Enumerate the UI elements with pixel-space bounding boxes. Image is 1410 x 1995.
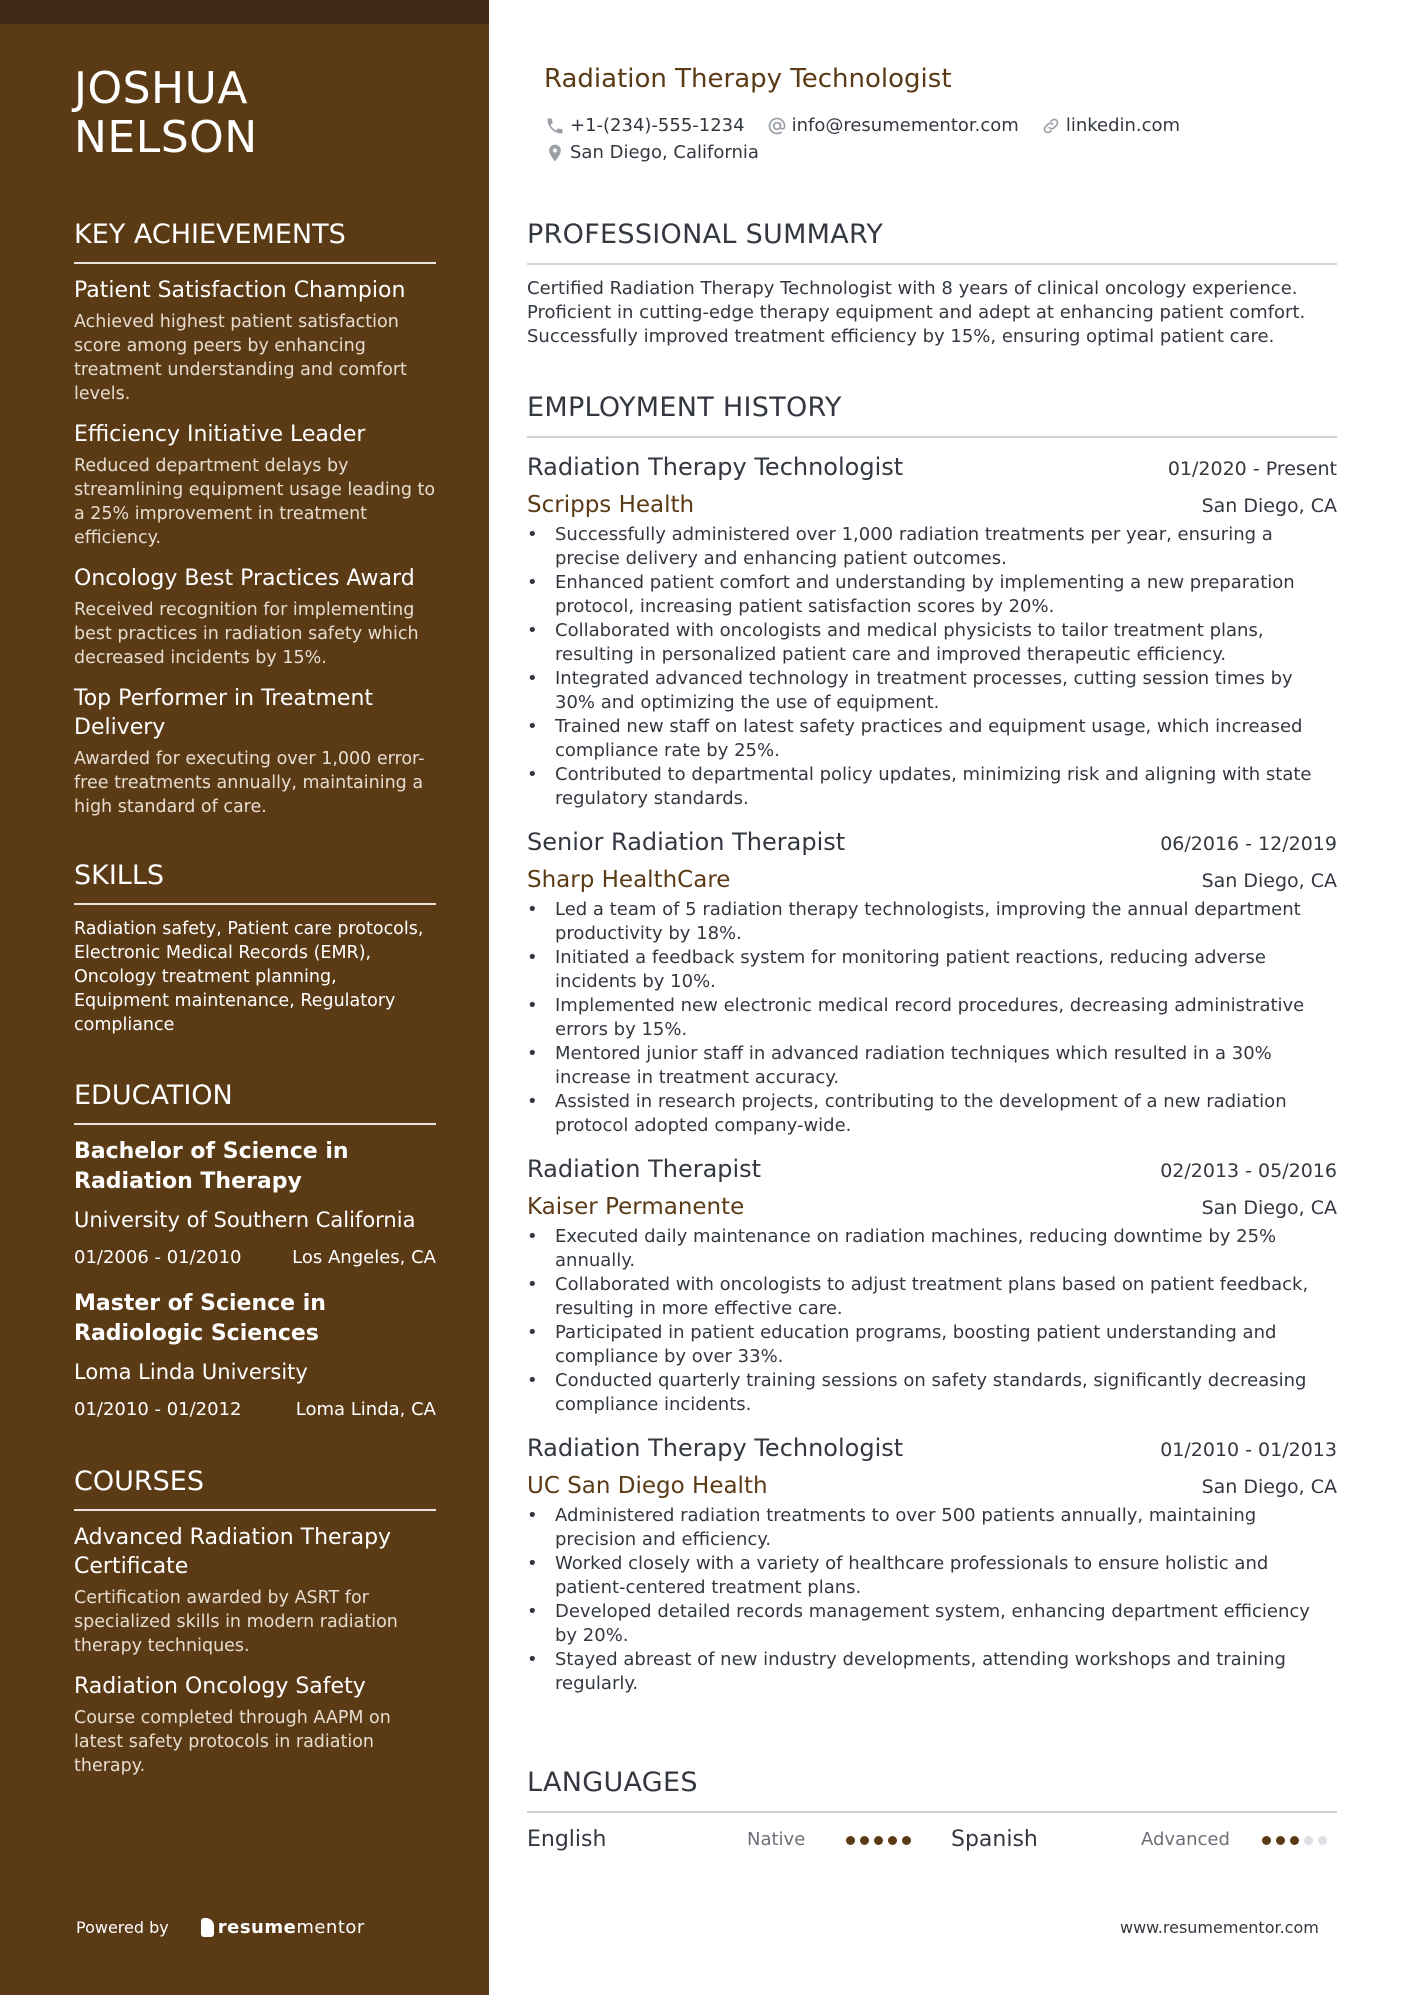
job-bullet: • Developed detailed records management system, enhancing department efficiency by 20%. [527,1600,1337,1648]
job-bullet: • Integrated advanced technology in treatment processes, cutting session times by 30% and optimizing the use of equipment. [527,667,1337,715]
achievement-title: Efficiency Initiative Leader [74,422,366,447]
job-subheader [527,490,1337,521]
phone-text: +1-(234)-555-1234 [570,115,745,136]
job-dates: 01/2020 - Present [1167,458,1337,480]
summary-text: Certified Radiation Therapy Technologist with 8 years of clinical oncology experience. Proficient in cutting-edge therapy equipment and adept at enhancing patient comfort. Successfully improved treatment efficiency by 15%, ensuring optimal patient care. [527,278,1306,347]
job-subheader [527,1192,1337,1223]
brand-mark-icon [201,1918,214,1937]
education-location: Los Angeles, CA [292,1247,436,1268]
education-meta [74,1245,436,1271]
job-header [527,1152,1337,1188]
job-bullet: • Participated in patient education programs, boosting patient understanding and compliance by over 33%. [527,1321,1337,1369]
contact-block [545,112,1305,166]
language-name: English [527,1827,607,1852]
job-role: Radiation Therapy Technologist [527,1434,904,1462]
education-heading: EDUCATION [74,1079,436,1125]
language-level: Native [747,1829,806,1850]
job-role: Senior Radiation Therapist [527,828,846,856]
job-company: UC San Diego Health [527,1473,768,1499]
course-title: Radiation Oncology Safety [74,1674,366,1699]
job-bullet: • Worked closely with a variety of healthcare professionals to ensure holistic and patient-centered treatment plans. [527,1552,1337,1600]
rating-dot-filled [1262,1836,1271,1845]
job-location: San Diego, CA [1201,870,1337,892]
achievements-heading: KEY ACHIEVEMENTS [74,218,436,264]
name-line-1: JOSHUA [74,63,248,114]
course-title: Advanced Radiation Therapy Certificate [74,1525,392,1579]
name-line-2: NELSON [74,112,258,163]
education-dates: 01/2006 - 01/2010 [74,1247,242,1268]
courses-heading: COURSES [74,1465,436,1511]
achievement-desc: Achieved highest patient satisfaction score among peers by enhancing treatment understanding and comfort levels. [74,312,407,404]
job-bullet: • Assisted in research projects, contributing to the development of a new radiation protocol adopted company-wide. [527,1090,1337,1138]
languages-section [527,1766,1337,1855]
contact-phone[interactable] [545,112,745,139]
education-degree: Bachelor of Science in Radiation Therapy [74,1139,349,1194]
rating-dot-filled [1290,1836,1299,1845]
languages-heading: LANGUAGES [527,1766,1337,1813]
employment-section [527,391,1337,1696]
rating-dot-filled [874,1836,883,1845]
job-bullets [527,898,1337,1138]
course-desc: Course completed through AAPM on latest safety protocols in radiation therapy. [74,1708,391,1776]
location-text: San Diego, California [570,142,759,163]
languages-row [527,1825,1337,1855]
footer-url[interactable]: www.resumementor.com [1120,1918,1319,1937]
education-school: Loma Linda University [74,1360,308,1384]
education-section [74,1079,436,1423]
achievement-desc: Awarded for executing over 1,000 error-free treatments annually, maintaining a high standard of care. [74,749,425,817]
linkedin-text: linkedin.com [1065,115,1181,136]
job-location: San Diego, CA [1201,1197,1337,1219]
job-bullet: • Stayed abreast of new industry developments, attending workshops and training regularly. [527,1648,1337,1696]
achievement-desc: Reduced department delays by streamlining equipment usage leading to a 25% improvement in treatment efficiency. [74,456,436,548]
language-level: Advanced [1141,1829,1230,1850]
contact-row [545,112,1305,139]
education-degree: Master of Science in Radiologic Sciences [74,1291,326,1346]
employment-heading: EMPLOYMENT HISTORY [527,391,1337,438]
candidate-name [74,64,436,162]
brand-logo[interactable] [201,1917,365,1938]
job-company: Sharp HealthCare [527,867,731,893]
job-bullet: • Initiated a feedback system for monitoring patient reactions, reducing adverse incidents by 10%. [527,946,1337,994]
rating-dot-empty [1318,1836,1327,1845]
job-bullet: • Mentored junior staff in advanced radiation techniques which resulted in a 30% increase in treatment accuracy. [527,1042,1337,1090]
candidate-title: Radiation Therapy Technologist [544,64,952,94]
contact-location [545,139,759,166]
language-rating [841,1836,951,1845]
rating-dot-filled [902,1836,911,1845]
sidebar-content [74,64,436,1778]
education-meta [74,1397,436,1423]
skills-section [74,859,436,1037]
job-bullet: • Led a team of 5 radiation therapy technologists, improving the annual department productivity by 18%. [527,898,1337,946]
job-bullet: • Executed daily maintenance on radiation machines, reducing downtime by 25% annually. [527,1225,1337,1273]
language-name: Spanish [951,1827,1038,1852]
achievement-title: Patient Satisfaction Champion [74,278,406,303]
job-bullet: • Administered radiation treatments to over 500 patients annually, maintaining precision and efficiency. [527,1504,1337,1552]
education-school: University of Southern California [74,1208,416,1232]
at-icon [767,116,787,136]
location-pin-icon [545,143,565,163]
job-bullet: • Collaborated with oncologists to adjust treatment plans based on patient feedback, resulting in more effective care. [527,1273,1337,1321]
job-entry [527,825,1337,1138]
sidebar-top-bar [0,0,489,24]
link-icon [1041,116,1061,136]
job-entry [527,1152,1337,1417]
achievement-title: Top Performer in Treatment Delivery [74,686,374,740]
powered-by [76,1917,365,1938]
rating-dot-filled [846,1836,855,1845]
job-entry [527,450,1337,811]
course-desc: Certification awarded by ASRT for specialized skills in modern radiation therapy techniques. [74,1588,398,1656]
job-header [527,450,1337,486]
job-role: Radiation Therapy Technologist [527,453,904,481]
contact-email[interactable] [767,112,1019,139]
job-bullet: • Enhanced patient comfort and understanding by implementing a new preparation protocol, increasing patient satisfaction scores by 20%. [527,571,1337,619]
achievement-title: Oncology Best Practices Award [74,566,415,591]
summary-section [527,218,1337,349]
brand-part-1: resume [217,1917,297,1938]
job-header [527,1431,1337,1467]
job-dates: 02/2013 - 05/2016 [1160,1160,1337,1182]
powered-by-label: Powered by [76,1918,169,1937]
email-text: info@resumementor.com [791,115,1019,136]
summary-heading: PROFESSIONAL SUMMARY [527,218,1337,265]
job-bullet: • Trained new staff on latest safety practices and equipment usage, which increased compliance rate by 25%. [527,715,1337,763]
job-role: Radiation Therapist [527,1155,762,1183]
job-bullet: • Collaborated with oncologists and medical physicists to tailor treatment plans, resulting in personalized patient care and improved therapeutic efficiency. [527,619,1337,667]
job-bullet: • Implemented new electronic medical record procedures, decreasing administrative errors by 15%. [527,994,1337,1042]
skills-heading: SKILLS [74,859,436,905]
rating-dot-filled [1276,1836,1285,1845]
courses-section [74,1465,436,1778]
job-header [527,825,1337,861]
education-dates: 01/2010 - 01/2012 [74,1399,242,1420]
brand-part-2: mentor [296,1917,365,1938]
language-rating [1257,1836,1327,1845]
job-bullets [527,523,1337,811]
job-bullets [527,1504,1337,1696]
job-dates: 06/2016 - 12/2019 [1160,833,1337,855]
job-company: Scripps Health [527,492,695,518]
job-subheader [527,865,1337,896]
rating-dot-filled [888,1836,897,1845]
job-bullet: • Conducted quarterly training sessions on safety standards, significantly decreasing compliance incidents. [527,1369,1337,1417]
job-bullet: • Successfully administered over 1,000 radiation treatments per year, ensuring a precise delivery and enhancing patient outcomes. [527,523,1337,571]
skills-text: Radiation safety, Patient care protocols, Electronic Medical Records (EMR), Oncology treatment planning, Equipment maintenance, Regulatory compliance [74,919,424,1035]
contact-row [545,139,1305,166]
job-bullets [527,1225,1337,1417]
phone-icon [545,116,565,136]
job-dates: 01/2010 - 01/2013 [1160,1439,1337,1461]
rating-dot-empty [1304,1836,1313,1845]
job-bullet: • Contributed to departmental policy updates, minimizing risk and aligning with state regulatory standards. [527,763,1337,811]
contact-linkedin[interactable] [1041,112,1180,139]
job-location: San Diego, CA [1201,1476,1337,1498]
rating-dot-filled [860,1836,869,1845]
achievement-desc: Received recognition for implementing best practices in radiation safety which decreased incidents by 15%. [74,600,419,668]
education-location: Loma Linda, CA [295,1399,436,1420]
job-subheader [527,1471,1337,1502]
job-entry [527,1431,1337,1696]
achievements-section [74,218,436,819]
sidebar [0,0,489,1995]
job-location: San Diego, CA [1201,495,1337,517]
job-company: Kaiser Permanente [527,1194,745,1220]
